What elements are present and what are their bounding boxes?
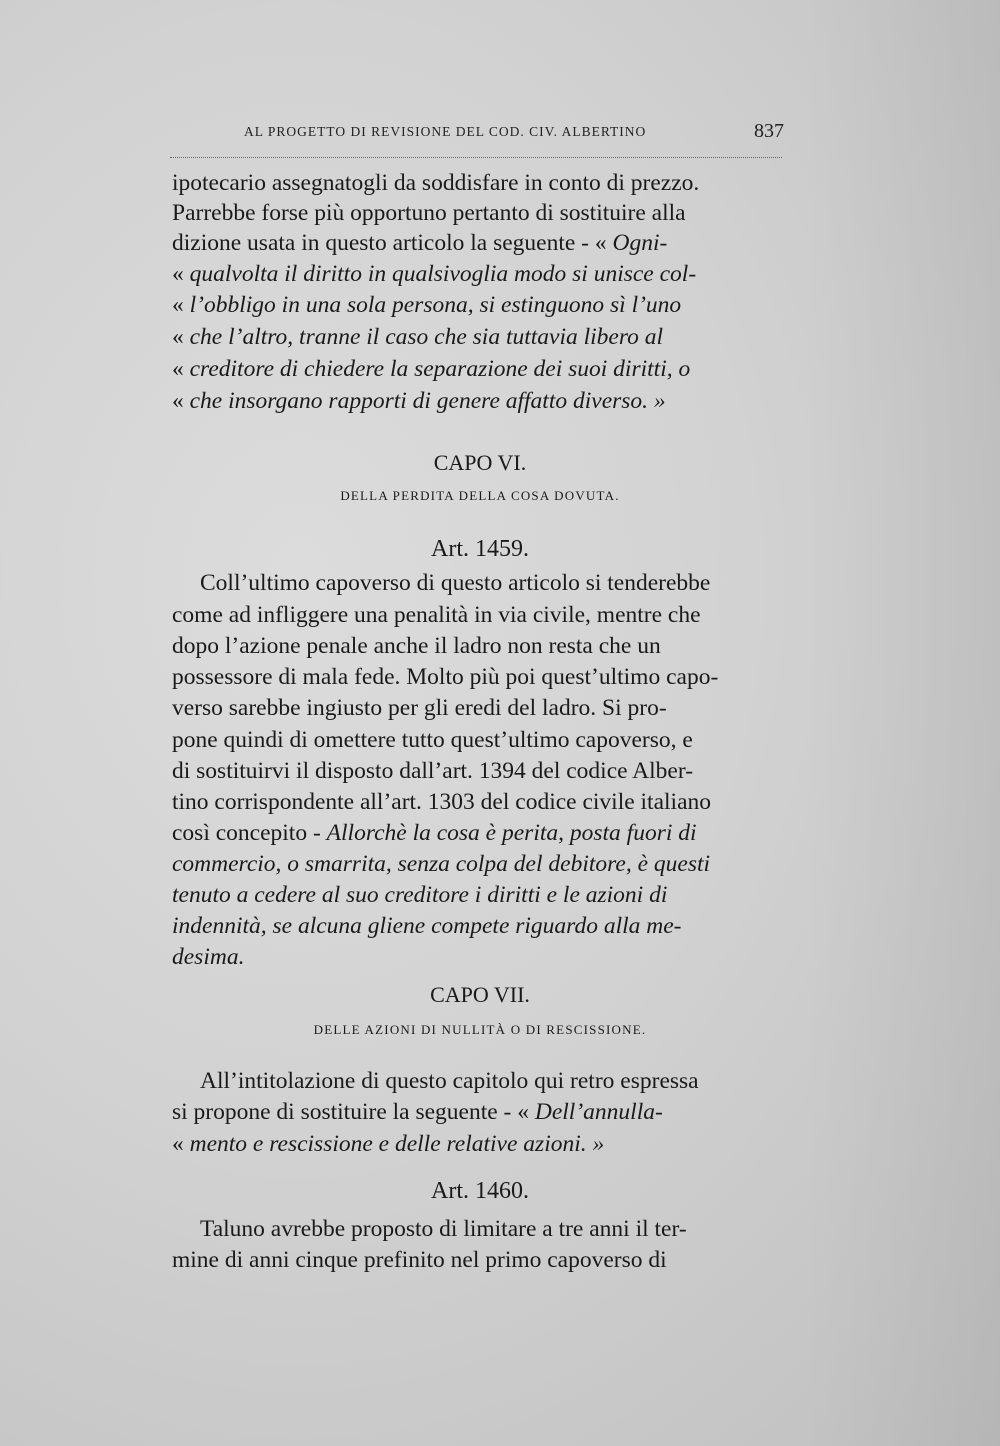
article-title: Art. 1459. [431,536,529,562]
text-line: desima. [172,944,245,970]
text-line: verso sarebbe ingiusto per gli eredi del ladro. Si pro- [172,695,667,721]
text-segment-italic: l’obbligo in una sola persona, si estinguono sì l’uno [189,292,682,318]
text-segment-italic: creditore di chiedere la separazione dei suoi diritti, o [189,356,691,382]
text-segment: così concepito - [172,820,321,846]
quote-line [172,1129,786,1159]
text-line: pone quindi di omettere tutto quest’ultimo capoverso, e [172,727,693,753]
text-line: possessore di mala fede. Molto più poi quest’ultimo capo- [172,664,719,690]
running-header [244,120,784,148]
running-title: AL PROGETTO DI REVISIONE DEL COD. CIV. ALBERTINO [244,124,647,139]
guillemet: « [172,261,184,287]
text-segment-italic: che l’altro, tranne il caso che sia tuttavia libero al [189,324,664,350]
guillemet: « [172,388,184,414]
text-line: tenuto a cedere al suo creditore i diritti e le azioni di [172,882,668,908]
guillemet: « [172,1131,184,1157]
text-line: Parrebbe forse più opportuno pertanto di sostituire alla [172,200,686,226]
quote-line [172,386,786,416]
header-divider [170,157,782,158]
text-segment-italic: mento e rescissione e delle relative azioni. » [189,1131,605,1157]
text-line: tino corrispondente all’art. 1303 del codice civile italiano [172,789,712,815]
guillemet: « [172,356,184,382]
text-line: Taluno avrebbe proposto di limitare a tre anni il ter- [200,1216,687,1242]
chapter-title: CAPO VI. [433,450,527,475]
text-segment-italic: Ogni- [612,230,668,256]
text-line: All’intitolazione di questo capitolo qui retro espressa [200,1068,699,1094]
text-segment-italic: Dell’annulla- [534,1099,663,1125]
text-line: commercio, o smarrita, senza colpa del debitore, è questi [172,851,711,877]
page-number: 837 [754,120,784,142]
text-line: Coll’ultimo capoverso di questo articolo si tenderebbe [200,570,711,596]
text-line [172,1097,786,1127]
quote-line [172,290,786,320]
text-line [172,228,786,258]
text-line: indennità, se alcuna gliene compete riguardo alla me- [172,913,682,939]
article-title: Art. 1460. [431,1178,529,1204]
guillemet: « [172,324,184,350]
text-segment: si propone di sostituire la seguente - « [172,1099,529,1125]
quote-line [172,354,786,384]
text-line: come ad infliggere una penalità in via civile, mentre che [172,602,701,628]
page-shadow [800,0,1000,1446]
text-segment: dizione usata in questo articolo la seguente - « [172,230,607,256]
text-line: ipotecario assegnatogli da soddisfare in conto di prezzo. [172,170,700,196]
quote-line [172,322,786,352]
text-segment-italic: che insorgano rapporti di genere affatto diverso. » [189,388,666,414]
text-line: di sostituirvi il disposto dall’art. 1394 del codice Alber- [172,758,694,784]
text-line: dopo l’azione penale anche il ladro non resta che un [172,633,661,659]
quote-line [172,259,786,289]
chapter-subtitle: DELLA PERDITA DELLA COSA DOVUTA. [340,488,620,503]
text-segment-italic: Allorchè la cosa è perita, posta fuori di [326,820,697,846]
chapter-title: CAPO VII. [430,982,530,1007]
chapter-subtitle: DELLE AZIONI DI NULLITÀ O DI RESCISSIONE. [313,1022,647,1037]
text-line [172,818,786,848]
text-segment-italic: qualvolta il diritto in qualsivoglia modo si unisce col- [189,261,697,287]
text-line: mine di anni cinque prefinito nel primo capoverso di [172,1247,667,1273]
guillemet: « [172,292,184,318]
